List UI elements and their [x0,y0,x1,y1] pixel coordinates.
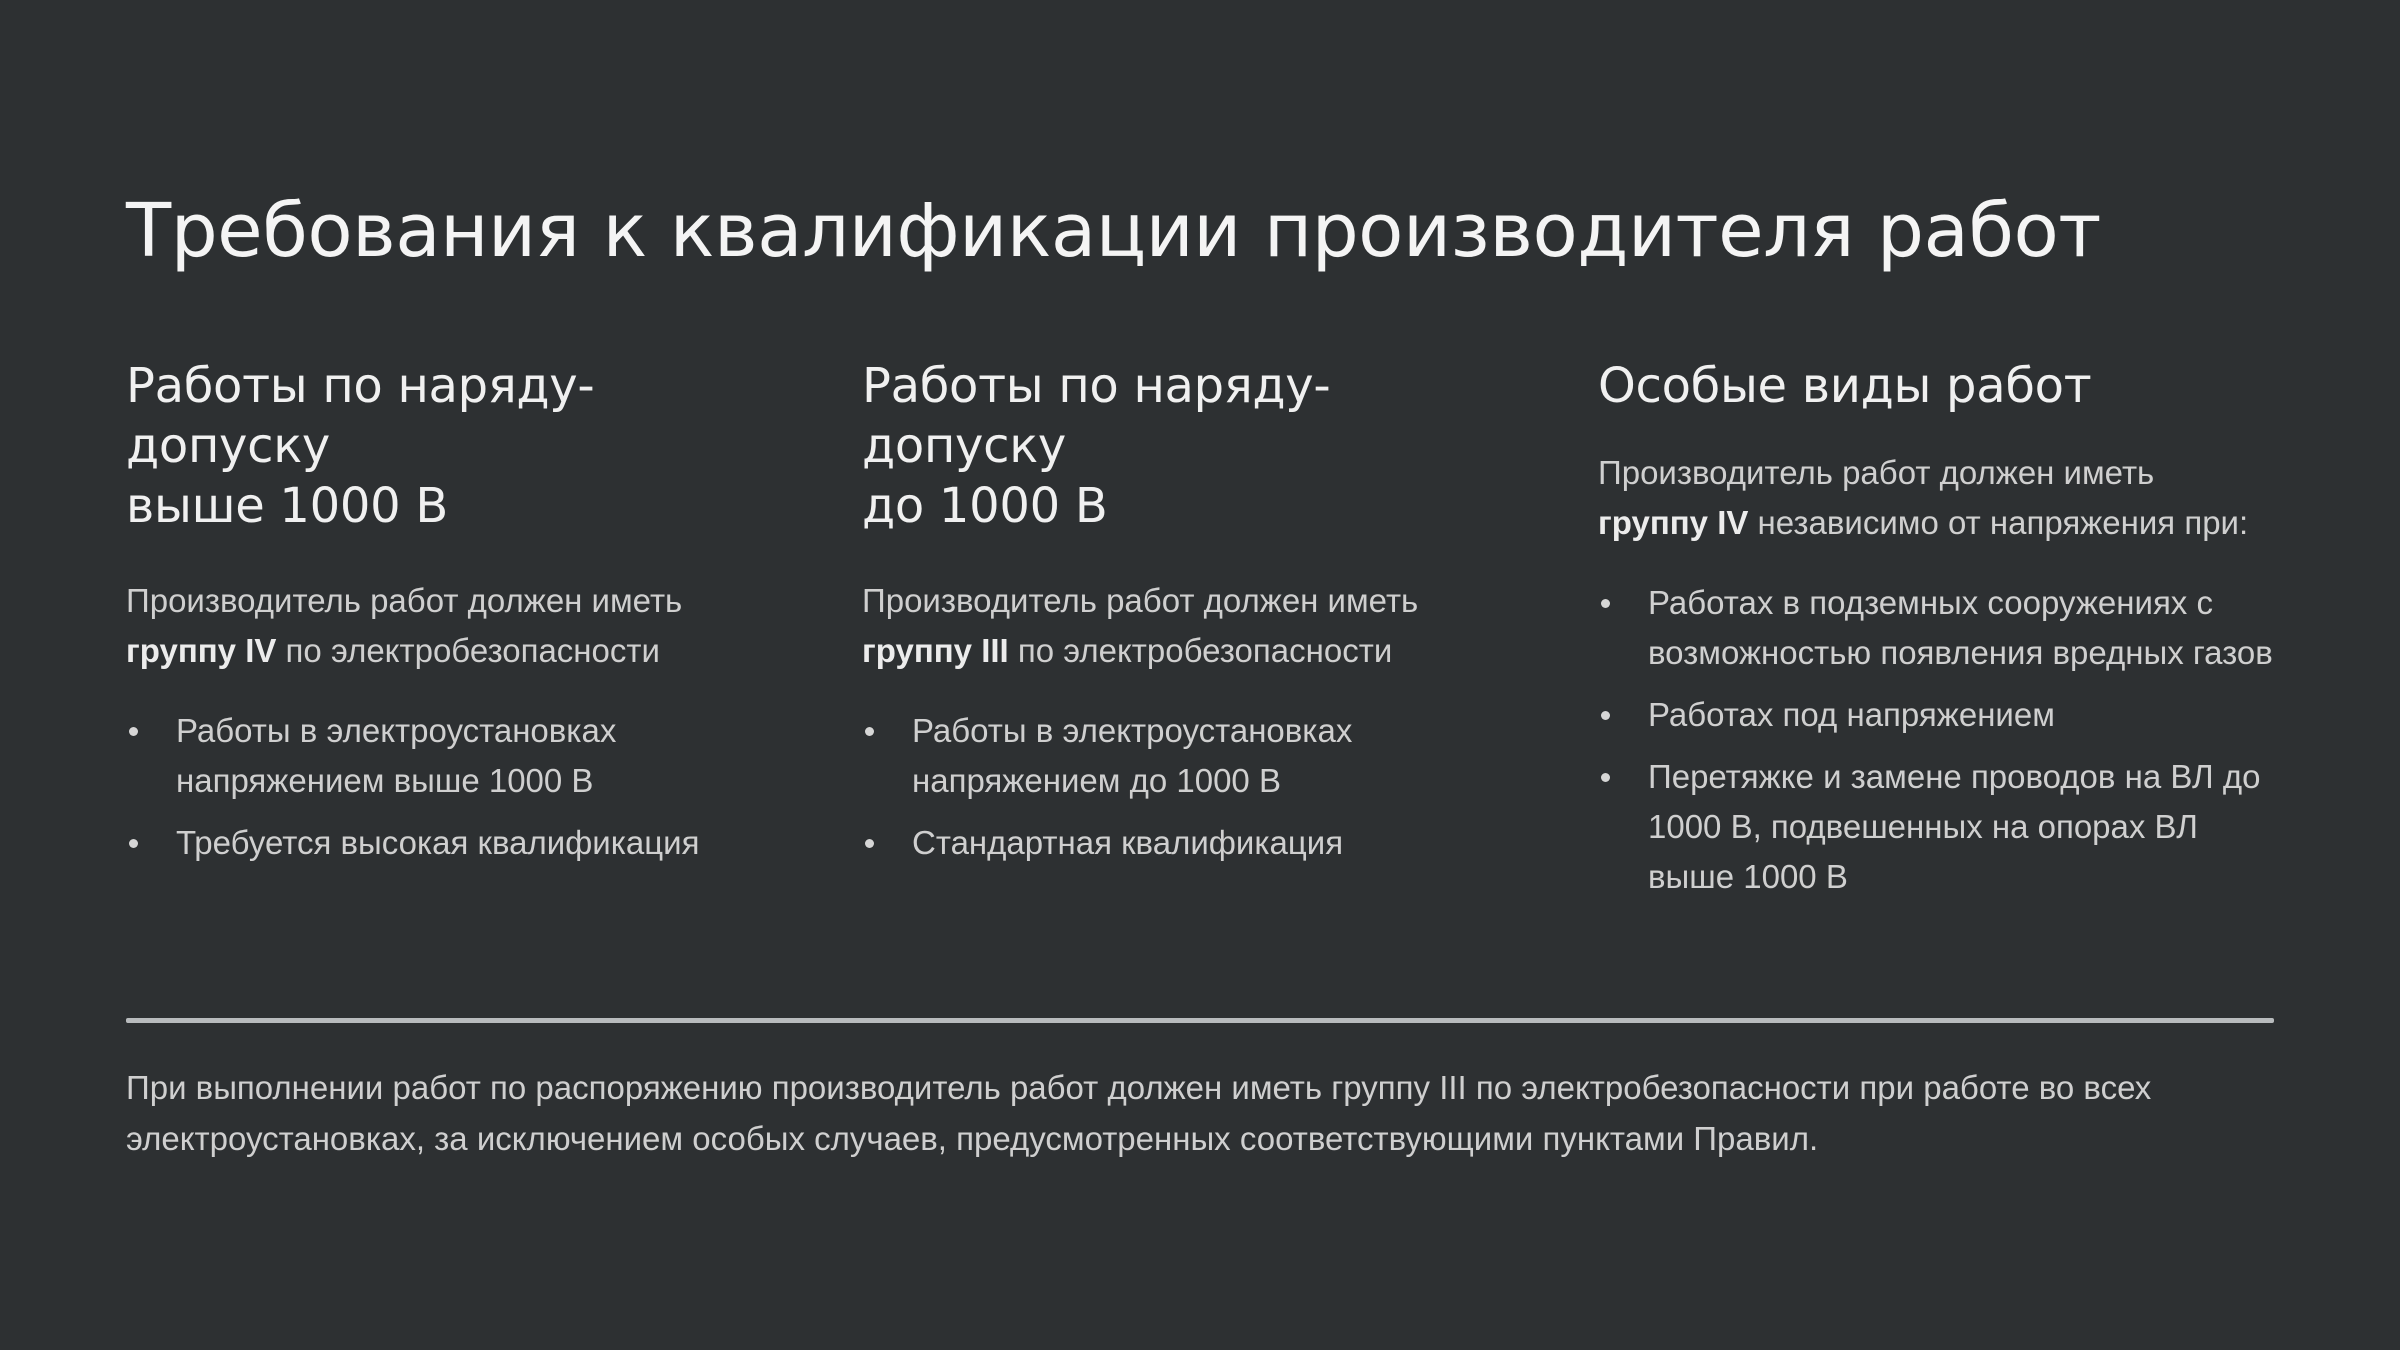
column-heading-line-2: до 1000 В [862,478,1108,534]
bullet-icon [1601,773,1610,782]
bullet-icon [865,727,874,736]
list-item-text: Работах в подземных сооружениях с возможностью появления вредных газов [1648,584,2273,671]
bullet-icon [129,839,138,848]
column-heading-line-1: Особые виды работ [1598,358,2092,414]
column-heading-line-2: выше 1000 В [126,478,448,534]
column-heading-line-1: Работы по наряду-допуску [862,358,1331,474]
list-item-text: Требуется высокая квалификация [176,824,700,861]
bullet-icon [1601,599,1610,608]
intro-text: Производитель работ должен иметь [126,582,683,619]
slide-title: Требования к квалификации производителя работ [126,188,2101,274]
list-item-text: Стандартная квалификация [912,824,1344,861]
bullet-list [126,706,786,868]
intro-text: Производитель работ должен иметь [862,582,1419,619]
list-item [126,706,786,806]
list-item-text: Работы в электроустановках напряжением выше 1000 В [176,712,617,799]
column-below-1000v [862,356,1522,880]
bullet-icon [865,839,874,848]
list-item [126,818,786,868]
list-item-text: Работах под напряжением [1648,696,2055,733]
bullet-list [862,706,1522,868]
column-intro [1598,448,2288,548]
column-intro [862,576,1522,676]
list-item [1598,690,2288,740]
column-special-works [1598,356,2288,914]
intro-group-bold: группу III [862,632,1009,669]
list-item [1598,752,2288,902]
bullet-icon [129,727,138,736]
footnote: При выполнении работ по распоряжению производитель работ должен иметь группу III по электробезопасности при работе во всех электроустановках, за исключением особых случаев, предусмотренных соответствующими пунктами Правил. [126,1069,2152,1157]
list-item-text: Перетяжке и замене проводов на ВЛ до 1000 В, подвешенных на опорах ВЛ выше 1000 В [1648,758,2261,895]
column-heading [862,356,1522,536]
bullet-list [1598,578,2288,902]
column-heading [1598,356,2288,416]
list-item [1598,578,2288,678]
intro-text-after: по электробезопасности [276,632,660,669]
column-above-1000v [126,356,786,880]
column-heading [126,356,786,536]
intro-text-after: независимо от напряжения при: [1748,504,2249,541]
bullet-icon [1601,711,1610,720]
intro-text-after: по электробезопасности [1008,632,1393,669]
list-item [862,818,1522,868]
list-item [862,706,1522,806]
intro-group-bold: группу IV [126,632,277,669]
intro-group-bold: группу IV [1598,504,1749,541]
divider [126,1018,2274,1023]
intro-text: Производитель работ должен иметь [1598,454,2155,491]
column-intro [126,576,786,676]
column-heading-line-1: Работы по наряду-допуску [126,358,595,474]
list-item-text: Работы в электроустановках напряжением до 1000 В [912,712,1353,799]
